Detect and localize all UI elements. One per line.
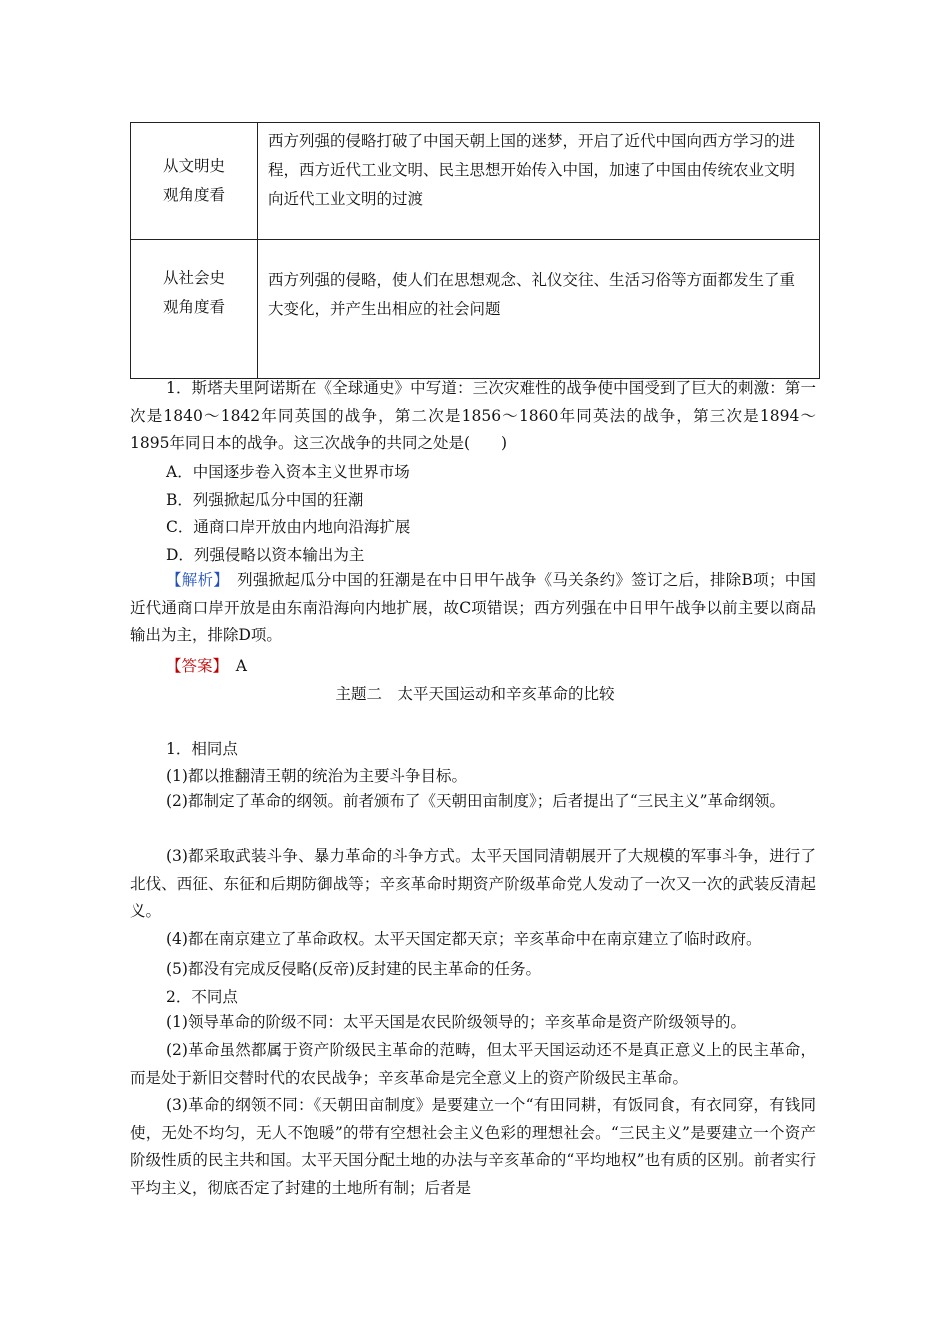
row-content: 西方列强的侵略，使人们在思想观念、礼仪交往、生活习俗等方面都发生了重大变化，并产生出相应的社会问题 bbox=[258, 240, 820, 379]
paragraph: (2)革命虽然都属于资产阶级民主革命的范畴，但太平天国运动还不是真正意义上的民主革命，而是处于新旧交替时代的农民战争；辛亥革命是完全意义上的资产阶级民主革命。 bbox=[130, 1041, 816, 1087]
option-a: A．中国逐步卷入资本主义世界市场 bbox=[166, 463, 410, 481]
analysis bbox=[130, 567, 816, 650]
row-content: 西方列强的侵略打破了中国天朝上国的迷梦，开启了近代中国向西方学习的进程，西方近代工业文明、民主思想开始传入中国，加速了中国由传统农业文明向近代工业文明的过渡 bbox=[258, 123, 820, 240]
row-header bbox=[131, 123, 258, 240]
paragraph: (3)革命的纲领不同：《天朝田亩制度》是要建立一个“有田同耕，有饭同食，有衣同穿，有钱同使，无处不均匀，无人不饱暖”的带有空想社会主义色彩的理想社会。“三民主义”是要建立一个资产阶级性质的民主共和国。太平天国分配土地的办法与辛亥革命的“平均地权”也有质的区别。前者实行平均主义，彻底否定了封建的土地所有制；后者是 bbox=[130, 1096, 816, 1197]
row-header-line: 从文明史 bbox=[162, 157, 225, 175]
option-d: D．列强侵略以资本输出为主 bbox=[166, 546, 365, 564]
paragraph: (4)都在南京建立了革命政权。太平天国定都天京；辛亥革命中在南京建立了临时政府。 bbox=[166, 930, 762, 948]
table-row bbox=[131, 240, 820, 379]
row-header-line: 从社会史 bbox=[162, 269, 225, 287]
question-stem: 1．斯塔夫里阿诺斯在《全球通史》中写道：三次灾难性的战争使中国受到了巨大的刺激：第一次是1840～1842年同英国的战争，第二次是1856～1860年同英法的战争，第三次是1894～1895年同日本的战争。这三次战争的共同之处是( ) bbox=[130, 379, 816, 452]
option-b: B．列强掀起瓜分中国的狂潮 bbox=[166, 491, 364, 509]
answer-tag: 【答案】 bbox=[166, 657, 221, 675]
paragraph: (2)都制定了革命的纲领。前者颁布了《天朝田亩制度》；后者提出了“三民主义”革命纲领。 bbox=[166, 792, 786, 810]
row-header bbox=[131, 240, 258, 379]
row-header-line: 观角度看 bbox=[162, 186, 225, 204]
table-row bbox=[131, 123, 820, 240]
paragraph: (5)都没有完成反侵略(反帝)反封建的民主革命的任务。 bbox=[166, 960, 542, 978]
row-header-line: 观角度看 bbox=[162, 298, 225, 316]
paragraph: (3)都采取武装斗争、暴力革命的斗争方式。太平天国同清朝展开了大规模的军事斗争，进行了北伐、西征、东征和后期防御战等；辛亥革命时期资产阶级革命党人发动了一次又一次的武装反清起义。 bbox=[130, 847, 816, 920]
section-heading: 1．相同点 bbox=[166, 740, 238, 758]
section-heading: 2．不同点 bbox=[166, 988, 238, 1006]
analysis-text: 列强掀起瓜分中国的狂潮是在中日甲午战争《马关条约》签订之后，排除B项；中国近代通商口岸开放是由东南沿海向内地扩展，故C项错误；西方列强在中日甲午战争以前主要以商品输出为主，排除D项。 bbox=[130, 571, 816, 644]
analysis-tag: 【解析】 bbox=[166, 571, 222, 589]
paragraph: (1)都以推翻清王朝的统治为主要斗争目标。 bbox=[166, 767, 467, 785]
answer bbox=[166, 655, 247, 677]
paragraph: (1)领导革命的阶级不同：太平天国是农民阶级领导的；辛亥革命是资产阶级领导的。 bbox=[166, 1013, 746, 1031]
answer-text: A bbox=[220, 657, 247, 675]
topic-title: 主题二 太平天国运动和辛亥革命的比较 bbox=[335, 685, 615, 703]
option-c: C．通商口岸开放由内地向沿海扩展 bbox=[166, 518, 411, 536]
comparison-table bbox=[130, 122, 820, 379]
